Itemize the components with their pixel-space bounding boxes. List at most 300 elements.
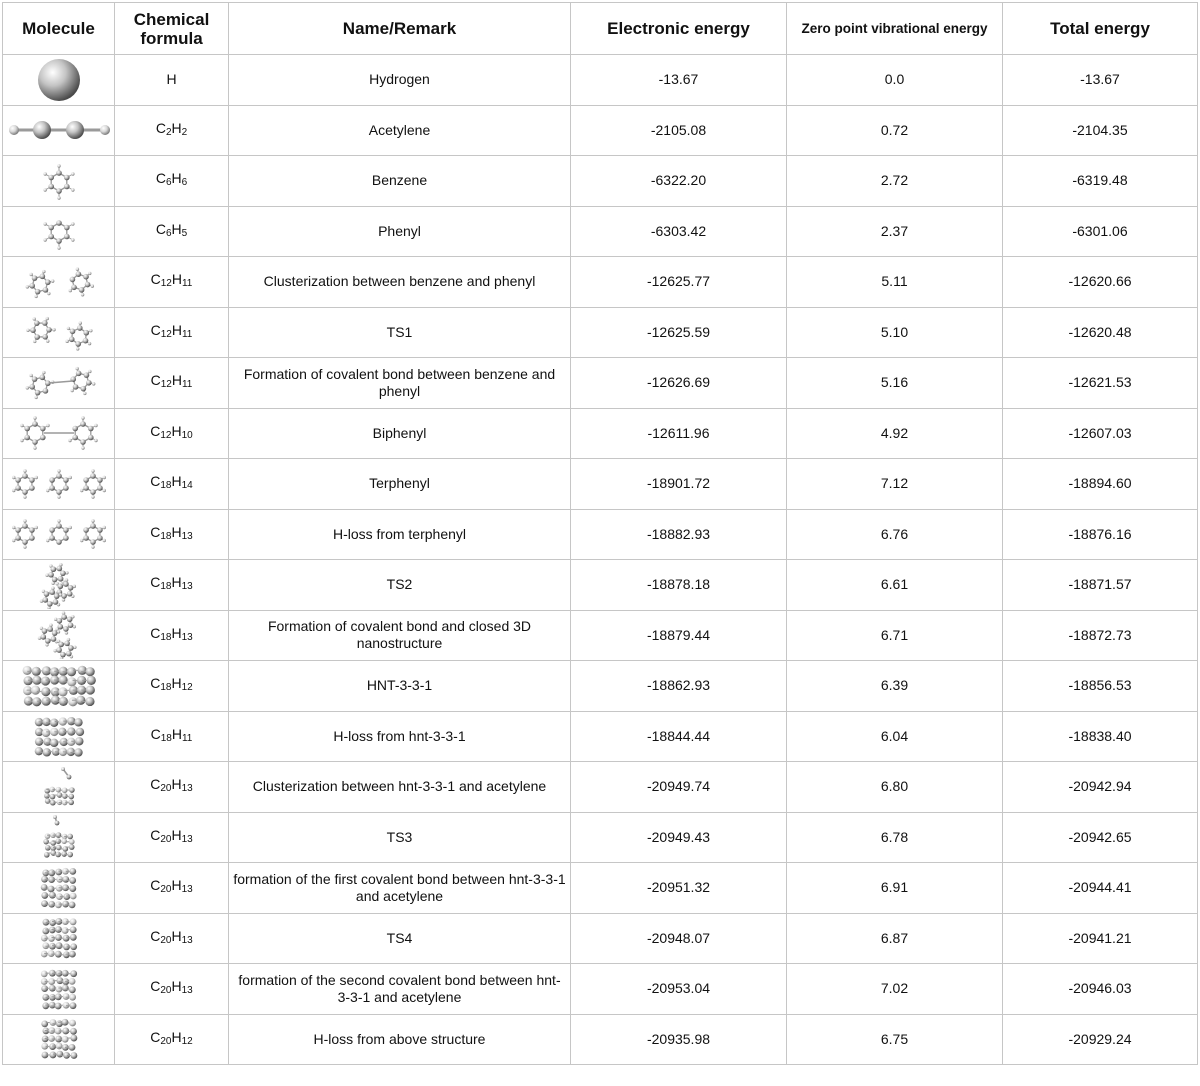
formula-cell: H [115, 55, 229, 106]
total-energy-cell: -20946.03 [1003, 964, 1198, 1015]
hydrogen-atom [66, 327, 69, 330]
electronic-energy-cell: -20935.98 [571, 1014, 787, 1065]
carbon-atom [68, 951, 75, 958]
hydrogen-atom [94, 424, 97, 427]
carbon-atom [66, 651, 72, 657]
zpve-cell: 4.92 [787, 408, 1003, 459]
carbon-atom [55, 943, 62, 950]
carbon-atom [75, 370, 81, 376]
hydrogen-atom [71, 188, 74, 191]
carbon-atom [63, 234, 69, 240]
carbon-atom [58, 642, 64, 648]
molecule-cell [3, 610, 115, 661]
carbon-atom [48, 901, 55, 908]
hydrogen-atom [80, 489, 83, 492]
carbon-atom [83, 372, 89, 378]
zpve-cell: 6.39 [787, 661, 1003, 712]
table-row [3, 105, 1198, 156]
carbon-atom [56, 238, 62, 244]
hydrogen-atom [71, 239, 74, 242]
carbon-atom [32, 675, 41, 684]
hydrogen-atom [100, 125, 110, 135]
total-energy-cell: -18838.40 [1003, 711, 1198, 762]
carbon-atom [50, 695, 59, 704]
carbon-atom [43, 839, 49, 845]
hydrogen-atom [57, 495, 60, 498]
carbon-atom [69, 885, 76, 892]
table-row [3, 459, 1198, 510]
carbon-atom [80, 421, 86, 427]
hydrogen-atom [57, 196, 60, 199]
carbon-atom [46, 327, 52, 333]
biphenyl-molecule-icon [5, 409, 113, 457]
molecule-cell [3, 509, 115, 560]
hydrogen-atom [91, 520, 94, 523]
carbon-atom [42, 287, 48, 293]
carbon-atom [63, 225, 69, 231]
carbon-atom [32, 439, 38, 445]
molecule-cell [3, 812, 115, 863]
carbon-atom [42, 334, 48, 340]
molecule-cell [3, 257, 115, 308]
total-energy-cell: -6301.06 [1003, 206, 1198, 257]
carbon-atom [49, 589, 55, 595]
carbon-atom [63, 183, 69, 189]
formula-cell: $C_{12}H_{10}$ [115, 408, 229, 459]
electronic-energy-cell: -6303.42 [571, 206, 787, 257]
name-cell: Biphenyl [229, 408, 571, 459]
carbon-atom [69, 934, 76, 941]
hydrogen-atom [68, 697, 77, 706]
carbon-atom [48, 1001, 55, 1008]
formula-cell: $C_{20}H_{13}$ [115, 812, 229, 863]
carbon-atom [49, 994, 56, 1001]
carbon-atom [63, 626, 69, 632]
hydrogen-atom [68, 526, 71, 529]
second-covalent-bond-icon [5, 965, 113, 1013]
molecule-cell [3, 711, 115, 762]
hnt-3-3-1-icon [5, 662, 113, 710]
carbon-atom [68, 1044, 75, 1051]
carbon-atom [22, 489, 28, 495]
carbon-atom [56, 188, 62, 194]
hydrogen-atom [91, 546, 94, 549]
carbon-atom [97, 485, 103, 491]
carbon-atom [34, 289, 40, 295]
carbon-atom [55, 868, 62, 875]
molecule-cell [3, 913, 115, 964]
carbon-atom [49, 667, 58, 676]
hydrogen-atom [69, 1020, 76, 1027]
molecule-cell [3, 206, 115, 257]
hydrogen-atom [81, 417, 84, 420]
hydrogen-atom [68, 439, 71, 442]
electronic-energy-cell: -20948.07 [571, 913, 787, 964]
hydrogen-atom [80, 539, 83, 542]
carbon-atom [67, 585, 73, 591]
hydrogen-atom [46, 539, 49, 542]
carbon-atom [54, 821, 59, 826]
hydrogen-atom [33, 447, 36, 450]
carbon-atom [42, 388, 48, 394]
carbon-atom [83, 535, 89, 541]
formula-cell: $C_{12}H_{11}$ [115, 257, 229, 308]
formula-cell: $C_{18}H_{11}$ [115, 711, 229, 762]
formula-cell: $C_{12}H_{11}$ [115, 358, 229, 409]
hydrogen-atom [42, 270, 45, 273]
table-row [3, 408, 1198, 459]
carbon-atom [15, 535, 21, 541]
carbon-atom [63, 581, 69, 587]
total-energy-cell: -12620.48 [1003, 307, 1198, 358]
name-cell: H-loss from above structure [229, 1014, 571, 1065]
total-energy-cell: -13.67 [1003, 55, 1198, 106]
final-h-loss-structure-icon [5, 1015, 113, 1063]
zpve-cell: 6.91 [787, 863, 1003, 914]
hydrogen-atom [57, 469, 60, 472]
hydrogen-atom [23, 469, 26, 472]
total-energy-cell: -6319.48 [1003, 156, 1198, 207]
hydrogen-atom [70, 389, 73, 392]
carbon-atom [74, 749, 82, 757]
carbon-atom [48, 869, 55, 876]
carbon-atom [49, 943, 56, 950]
header-zpve: Zero point vibrational energy [787, 3, 1003, 55]
carbon-atom [68, 645, 74, 651]
carbon-atom [39, 435, 45, 441]
carbon-atom [34, 334, 40, 340]
ts4-structure-icon [5, 914, 113, 962]
carbon-atom [86, 380, 92, 386]
carbon-atom [82, 338, 88, 344]
zpve-cell: 6.76 [787, 509, 1003, 560]
electronic-energy-cell: -20949.43 [571, 812, 787, 863]
carbon-atom [66, 748, 74, 756]
carbon-atom [29, 485, 35, 491]
hydrogen-atom [55, 787, 61, 793]
hydrogen-atom [47, 950, 54, 957]
carbon-atom [67, 623, 73, 629]
hydrogen-atom [68, 978, 75, 985]
molecule-cell [3, 156, 115, 207]
carbon-atom [69, 787, 75, 793]
name-cell: formation of the first covalent bond between hnt-3-3-1 and acetylene [229, 863, 571, 914]
carbon-atom [34, 390, 40, 396]
hydrogen-atom [83, 391, 86, 394]
carbon-atom [78, 287, 84, 293]
hydrogen-atom [75, 367, 78, 370]
carbon-atom [22, 473, 28, 479]
acetylene-molecule-icon [5, 106, 113, 154]
carbon-atom [61, 593, 67, 599]
carbon-atom [66, 774, 71, 779]
carbon-atom [42, 597, 48, 603]
carbon-atom [52, 599, 58, 605]
hydrogen-atom [40, 970, 47, 977]
carbon-atom [39, 426, 45, 432]
hydrogen-atom [41, 729, 49, 737]
hydrogen-atom [12, 489, 15, 492]
carbon-atom [42, 1002, 49, 1009]
formula-cell: $C_{18}H_{13}$ [115, 509, 229, 560]
hydrogen-atom [55, 985, 62, 992]
hydrogen-atom [48, 1035, 55, 1042]
carbon-atom [29, 384, 35, 390]
carbon-atom [62, 900, 69, 907]
carbon-atom [48, 572, 54, 578]
ts3-structure-icon [5, 813, 113, 861]
carbon-atom [41, 628, 47, 634]
benzene-molecule-icon [5, 157, 113, 205]
hydrogen-atom [69, 994, 76, 1001]
hydrogen-atom [71, 172, 74, 175]
zpve-cell: 6.80 [787, 762, 1003, 813]
molecule-cell [3, 408, 115, 459]
carbon-atom [29, 283, 35, 289]
electronic-energy-cell: -20951.32 [571, 863, 787, 914]
hydrogen-atom [49, 1019, 56, 1026]
hydrogen-atom [61, 612, 64, 615]
hydrogen-atom [12, 476, 15, 479]
carbon-atom [67, 834, 73, 840]
electronic-energy-cell: -18901.72 [571, 459, 787, 510]
carbon-atom [66, 667, 75, 676]
electronic-energy-cell: -12625.59 [571, 307, 787, 358]
carbon-atom [40, 676, 49, 685]
carbon-atom [67, 852, 73, 858]
total-energy-cell: -12620.66 [1003, 257, 1198, 308]
table-row [3, 812, 1198, 863]
hydrogen-atom [81, 447, 84, 450]
carbon-atom [55, 845, 61, 851]
carbon-atom [57, 583, 63, 589]
carbon-atom [72, 426, 78, 432]
hydrogen-atom [91, 495, 94, 498]
molecule-cell [3, 1014, 115, 1065]
hydrogen-atom [91, 382, 94, 385]
molecule-cell [3, 307, 115, 358]
carbon-atom [56, 647, 62, 653]
carbon-atom [74, 718, 82, 726]
carbon-atom [48, 234, 54, 240]
hydrogen-atom [90, 284, 93, 287]
carbon-atom [40, 634, 46, 640]
name-cell: Terphenyl [229, 459, 571, 510]
carbon-atom [76, 325, 82, 331]
zpve-cell: 5.16 [787, 358, 1003, 409]
hydrogen-atom [46, 424, 49, 427]
electronic-energy-cell: -2105.08 [571, 105, 787, 156]
total-energy-cell: -20929.24 [1003, 1014, 1198, 1065]
carbon-atom [56, 170, 62, 176]
hydrogen-atom [57, 520, 60, 523]
carbon-atom [69, 276, 75, 282]
hnt-h-loss-icon [5, 712, 113, 760]
carbon-atom [56, 977, 63, 984]
carbon-atom [87, 435, 93, 441]
total-energy-cell: -12607.03 [1003, 408, 1198, 459]
hydrogen-atom [62, 993, 69, 1000]
hydrogen-atom [102, 539, 105, 542]
carbon-atom [55, 934, 62, 941]
total-energy-cell: -18872.73 [1003, 610, 1198, 661]
carbon-atom [38, 59, 80, 101]
carbon-atom [44, 793, 50, 799]
carbon-atom [70, 970, 77, 977]
carbon-atom [56, 618, 62, 624]
carbon-atom [42, 320, 48, 326]
carbon-atom [48, 985, 55, 992]
total-energy-cell: -12621.53 [1003, 358, 1198, 409]
carbon-atom [48, 892, 55, 899]
carbon-atom [83, 274, 89, 280]
name-cell: Hydrogen [229, 55, 571, 106]
benzene-phenyl-bond-icon [5, 359, 113, 407]
carbon-atom [42, 748, 50, 756]
molecule-cell [3, 863, 115, 914]
zpve-cell: 6.71 [787, 610, 1003, 661]
hydrogen-atom [23, 546, 26, 549]
table-row [3, 257, 1198, 308]
carbon-atom [63, 893, 70, 900]
carbon-atom [61, 851, 67, 857]
carbon-atom [42, 718, 50, 726]
carbon-atom [24, 426, 30, 432]
carbon-atom [67, 717, 75, 725]
carbon-atom [60, 652, 66, 658]
electronic-energy-cell: -18844.44 [571, 711, 787, 762]
name-cell: Phenyl [229, 206, 571, 257]
carbon-atom [97, 477, 103, 483]
table-row [3, 156, 1198, 207]
zpve-cell: 6.87 [787, 913, 1003, 964]
name-cell: TS4 [229, 913, 571, 964]
carbon-atom [42, 928, 49, 935]
molecule-cell [3, 55, 115, 106]
hydrogen-atom [76, 347, 79, 350]
hydrogen-atom [67, 677, 76, 686]
carbon-atom [68, 337, 74, 343]
carbon-atom [49, 485, 55, 491]
table-row [3, 206, 1198, 257]
table-row [3, 509, 1198, 560]
hydrogen-atom [71, 223, 74, 226]
carbon-atom [62, 935, 69, 942]
electronic-energy-cell: -18879.44 [571, 610, 787, 661]
carbon-atom [48, 174, 54, 180]
hydrogen-atom [23, 686, 32, 695]
carbon-atom [58, 675, 67, 684]
total-energy-cell: -20941.21 [1003, 913, 1198, 964]
carbon-atom [60, 570, 66, 576]
table-row [3, 711, 1198, 762]
total-energy-cell: -20942.94 [1003, 762, 1198, 813]
carbon-atom [51, 631, 57, 637]
carbon-atom [41, 1021, 48, 1028]
carbon-atom [69, 329, 75, 335]
formula-cell: $C_{12}H_{11}$ [115, 307, 229, 358]
carbon-atom [47, 627, 53, 633]
header-molecule: Molecule [3, 3, 115, 55]
carbon-atom [39, 374, 45, 380]
formula-cell: $C_6H_5$ [115, 206, 229, 257]
electronic-energy-cell: -20949.74 [571, 762, 787, 813]
carbon-atom [41, 696, 50, 705]
table-row [3, 913, 1198, 964]
carbon-atom [63, 527, 69, 533]
carbon-atom [66, 121, 84, 139]
carbon-atom [68, 799, 74, 805]
carbon-atom [83, 477, 89, 483]
carbon-atom [39, 273, 45, 279]
hydrogen-atom [33, 417, 36, 420]
carbon-atom [34, 321, 40, 327]
electronic-energy-cell: -20953.04 [571, 964, 787, 1015]
carbon-atom [31, 275, 37, 281]
formula-cell: $C_{20}H_{13}$ [115, 913, 229, 964]
carbon-atom [83, 485, 89, 491]
carbon-atom [69, 868, 76, 875]
hydrogen-atom [43, 239, 46, 242]
carbon-atom [44, 788, 50, 794]
carbon-atom [56, 220, 62, 226]
carbon-atom [56, 523, 62, 529]
electronic-energy-cell: -18878.18 [571, 560, 787, 611]
carbon-atom [68, 793, 74, 799]
carbon-atom [61, 1019, 68, 1026]
carbon-atom [58, 666, 67, 675]
molecule-cell [3, 964, 115, 1015]
total-energy-cell: -18871.57 [1003, 560, 1198, 611]
hydrogen-atom [67, 738, 75, 746]
hydrogen-atom [78, 322, 81, 325]
hydrogen-atom [12, 526, 15, 529]
carbon-atom [80, 439, 86, 445]
formula-cell: $C_6H_6$ [115, 156, 229, 207]
molecule-cell [3, 762, 115, 813]
carbon-atom [22, 523, 28, 529]
name-cell: TS2 [229, 560, 571, 611]
total-energy-cell: -18876.16 [1003, 509, 1198, 560]
carbon-atom [90, 539, 96, 545]
formula-cell: $C_{18}H_{12}$ [115, 661, 229, 712]
hydrogen-atom [69, 892, 76, 899]
hydrogen-atom [32, 317, 35, 320]
carbon-atom [49, 919, 56, 926]
carbon-atom [75, 728, 83, 736]
carbon-atom [62, 876, 69, 883]
carbon-atom [63, 952, 70, 959]
carbon-atom [56, 565, 62, 571]
carbon-atom [29, 477, 35, 483]
hydrogen-atom [23, 520, 26, 523]
name-cell: Clusterization between hnt-3-3-1 and acetylene [229, 762, 571, 813]
carbon-atom [49, 535, 55, 541]
table-row [3, 358, 1198, 409]
hydrogen-atom [102, 476, 105, 479]
name-cell: HNT-3-3-1 [229, 661, 571, 712]
hydrogen-atom [88, 271, 91, 274]
hydrogen-atom [46, 340, 49, 343]
hydrogen-atom [102, 526, 105, 529]
hydrogen-atom [94, 439, 97, 442]
hydrogen-atom [42, 371, 45, 374]
formula-cell: $C_{20}H_{12}$ [115, 1014, 229, 1065]
carbon-atom [70, 944, 77, 951]
carbon-atom [97, 535, 103, 541]
hydrogen-atom [34, 395, 37, 398]
carbon-atom [77, 665, 86, 674]
